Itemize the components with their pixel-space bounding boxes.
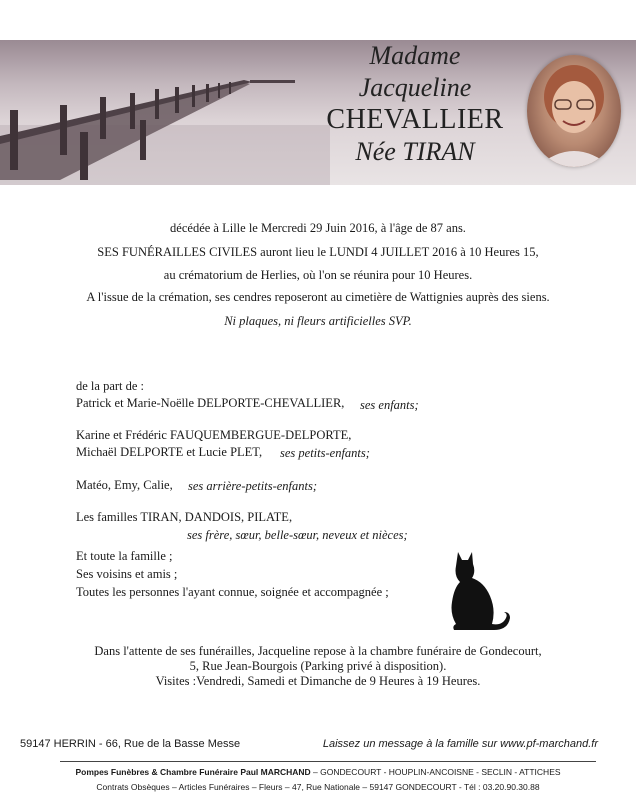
first-name: Jacqueline (358, 73, 472, 102)
deceased-name-block (300, 40, 530, 168)
from-intro: de la part de : (76, 379, 145, 393)
great-grandchildren-names: Matéo, Emy, Calie, (76, 478, 173, 492)
flowers-note: Ni plaques, ni fleurs artificielles SVP. (224, 314, 412, 328)
whole-family: Et toute la famille ; (76, 549, 173, 563)
company-line (0, 767, 636, 777)
contracts-line: Contrats Obsèques – Articles Funéraires – Fleurs – 47, Rue Nationale – 59147 GONDECOURT - Tél : 03.20.90.30.88 (96, 782, 540, 792)
condolence-message-link[interactable]: Laissez un message à la famille sur www.pf-marchand.fr (322, 738, 598, 750)
grandchildren-role: ses petits-enfants; (280, 446, 370, 460)
rest-line-1: Dans l'attente de ses funérailles, Jacqueline repose à la chambre funéraire de Gondecourt, (94, 644, 542, 658)
funeral-home-address: 59147 HERRIN - 66, Rue de la Basse Messe (20, 738, 241, 750)
footer-divider (60, 761, 596, 762)
grandchildren-2: Michaël DELPORTE et Lucie PLET, (76, 445, 263, 459)
ashes-line: A l'issue de la crémation, ses cendres reposeront au cimetière de Wattignies auprès des siens. (86, 290, 550, 304)
company-name: Pompes Funèbres & Chambre Funéraire Paul MARCHAND (75, 767, 311, 777)
children-names: Patrick et Marie-Noëlle DELPORTE-CHEVALLIER, (76, 396, 345, 410)
funeral-line: SES FUNÉRAILLES CIVILES auront lieu le LUNDI 4 JUILLET 2016 à 10 Heures 15, (97, 245, 539, 259)
portrait-photo (527, 55, 621, 167)
families-line: Les familles TIRAN, DANDOIS, PILATE, (76, 510, 293, 524)
company-locations: – GONDECOURT - HOUPLIN-ANCOISNE - SECLIN - ATTICHES (310, 767, 561, 777)
title-madame: Madame (369, 41, 461, 70)
neighbours-friends: Ses voisins et amis ; (76, 567, 178, 581)
children-role: ses enfants; (360, 398, 419, 412)
maiden-name: Née TIRAN (355, 137, 475, 166)
cat-silhouette-icon (440, 548, 510, 637)
caregivers-line: Toutes les personnes l'ayant connue, soignée et accompagnée ; (76, 585, 389, 599)
crematorium-line: au crématorium de Herlies, où l'on se réunira pour 10 Heures. (163, 268, 473, 282)
last-name: CHEVALLIER (326, 104, 504, 135)
header-banner (0, 40, 636, 185)
families-role: ses frère, sœur, belle-sœur, neveux et nièces; (187, 528, 408, 542)
death-line: décédée à Lille le Mercredi 29 Juin 2016, à l'âge de 87 ans. (170, 221, 466, 235)
rest-line-3: Visites :Vendredi, Samedi et Dimanche de 9 Heures à 19 Heures. (155, 674, 481, 688)
great-grandchildren-role: ses arrière-petits-enfants; (188, 479, 318, 493)
rest-line-2: 5, Rue Jean-Bourgois (Parking privé à disposition). (189, 659, 447, 673)
grandchildren-1: Karine et Frédéric FAUQUEMBERGUE-DELPORTE, (76, 428, 352, 442)
